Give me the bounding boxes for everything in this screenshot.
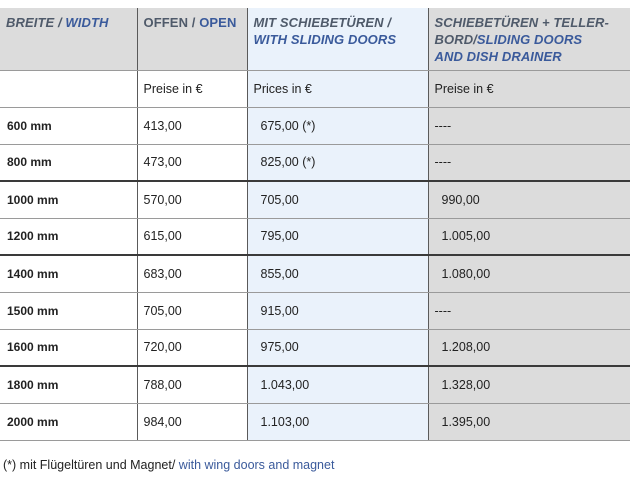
drainer-price-cell: 1.005,00 [428,218,630,255]
header-width [0,8,137,70]
table-row [0,403,630,440]
sliding-price-cell: 855,00 [247,255,428,292]
open-price-cell: 683,00 [137,255,247,292]
width-cell: 1600 mm [0,329,137,366]
header-open-en: OPEN [199,15,237,30]
table-row [0,366,630,403]
open-price-cell: 984,00 [137,403,247,440]
sliding-price-cell: 795,00 [247,218,428,255]
subheader-open: Preise in € [137,70,247,107]
sliding-price-cell: 825,00 (*) [247,144,428,181]
open-price-cell: 413,00 [137,107,247,144]
table-header-row [0,8,630,70]
open-price-cell: 788,00 [137,366,247,403]
open-price-cell: 720,00 [137,329,247,366]
header-drainer-en1: SLIDING DOORS [476,32,583,47]
table-row [0,144,630,181]
table-row [0,292,630,329]
footnote-de: (*) mit Flügeltüren und Magnet/ [3,458,176,472]
width-cell: 800 mm [0,144,137,181]
open-price-cell: 570,00 [137,181,247,218]
drainer-price-cell: ---- [428,292,630,329]
drainer-price-cell: ---- [428,107,630,144]
header-open [137,8,247,70]
header-sliding-de: MIT SCHIEBETÜREN / [253,15,392,30]
open-price-cell: 615,00 [137,218,247,255]
subheader-empty [0,70,137,107]
header-open-sep: / [188,15,200,30]
table-row [0,218,630,255]
table-subheader-row [0,70,630,107]
sliding-price-cell: 675,00 (*) [247,107,428,144]
header-open-de: OFFEN [143,15,189,30]
open-price-cell: 473,00 [137,144,247,181]
header-width-en: WIDTH [65,15,109,30]
drainer-price-cell: 1.395,00 [428,403,630,440]
drainer-price-cell: 1.208,00 [428,329,630,366]
sliding-price-cell: 975,00 [247,329,428,366]
table-row [0,181,630,218]
footnote [3,458,334,472]
width-cell: 2000 mm [0,403,137,440]
header-width-de: BREITE [6,15,55,30]
header-drainer-en2: AND DISH DRAINER [434,49,562,64]
table-row [0,329,630,366]
open-price-cell: 705,00 [137,292,247,329]
header-sliding-doors [247,8,428,70]
table-row [0,255,630,292]
width-cell: 1500 mm [0,292,137,329]
subheader-drainer: Preise in € [428,70,630,107]
sliding-price-cell: 705,00 [247,181,428,218]
header-sliding-en: WITH SLIDING DOORS [253,32,397,47]
drainer-price-cell: 1.080,00 [428,255,630,292]
drainer-price-cell: ---- [428,144,630,181]
footnote-en: with wing doors and magnet [175,458,335,472]
table-row [0,107,630,144]
header-drainer-de: SCHIEBETÜREN + TELLER- [434,15,609,30]
subheader-sliding: Prices in € [247,70,428,107]
drainer-price-cell: 990,00 [428,181,630,218]
header-drainer-mid: BORD/ [434,32,477,47]
width-cell: 1000 mm [0,181,137,218]
width-cell: 600 mm [0,107,137,144]
price-table [0,8,630,441]
width-cell: 1800 mm [0,366,137,403]
width-cell: 1400 mm [0,255,137,292]
width-cell: 1200 mm [0,218,137,255]
sliding-price-cell: 1.103,00 [247,403,428,440]
sliding-price-cell: 1.043,00 [247,366,428,403]
drainer-price-cell: 1.328,00 [428,366,630,403]
header-width-sep: / [54,15,66,30]
sliding-price-cell: 915,00 [247,292,428,329]
header-dish-drainer [428,8,630,70]
